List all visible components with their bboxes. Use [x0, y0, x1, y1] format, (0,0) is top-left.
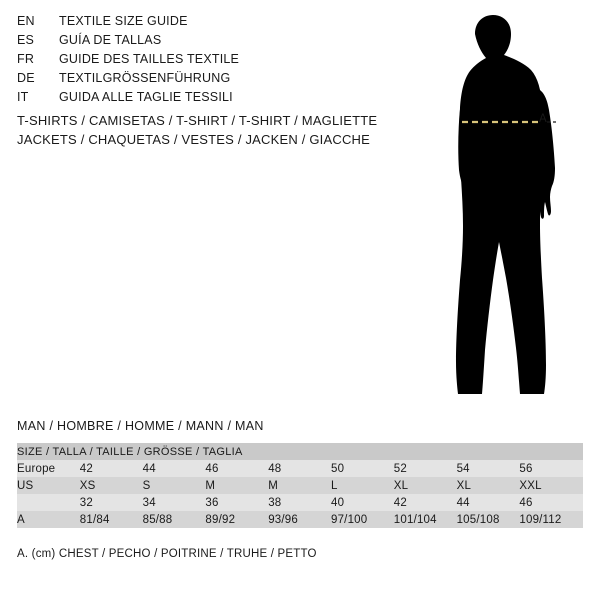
- cell: 52: [394, 460, 457, 477]
- language-text: TEXTILGRÖSSENFÜHRUNG: [59, 71, 231, 85]
- language-code: DE: [17, 71, 35, 85]
- cell: 56: [519, 460, 583, 477]
- language-row: [17, 90, 397, 109]
- table-row: [17, 494, 583, 511]
- cell: 105/108: [457, 511, 520, 528]
- language-row: [17, 52, 397, 71]
- cell: 50: [331, 460, 394, 477]
- category-tshirts: T-SHIRTS / CAMISETAS / T-SHIRT / T-SHIRT / MAGLIETTE: [17, 113, 378, 128]
- row-label: Europe: [17, 460, 80, 477]
- cell: XXL: [519, 477, 583, 494]
- cell: 89/92: [205, 511, 268, 528]
- cell: XL: [394, 477, 457, 494]
- cell: M: [205, 477, 268, 494]
- language-row: [17, 71, 397, 90]
- table-row: [17, 460, 583, 477]
- cell: XL: [457, 477, 520, 494]
- cell: 34: [143, 494, 206, 511]
- row-label: [17, 494, 80, 511]
- cell: 97/100: [331, 511, 394, 528]
- cell: 48: [268, 460, 331, 477]
- table-header-label: SIZE / TALLA / TAILLE / GRÖSSE / TAGLIA: [17, 443, 583, 460]
- language-code: ES: [17, 33, 35, 47]
- language-code: FR: [17, 52, 35, 66]
- language-text: GUIDA ALLE TAGLIE TESSILI: [59, 90, 233, 104]
- chest-measure-label: A: [539, 113, 548, 125]
- language-row: [17, 14, 397, 33]
- silhouette-icon: [400, 10, 600, 405]
- table-row: [17, 511, 583, 528]
- cell: 46: [519, 494, 583, 511]
- language-code: IT: [17, 90, 29, 104]
- table-footnote: A. (cm) CHEST / PECHO / POITRINE / TRUHE / PETTO: [17, 548, 317, 560]
- cell: 42: [80, 460, 143, 477]
- row-label: US: [17, 477, 80, 494]
- cell: 101/104: [394, 511, 457, 528]
- cell: 44: [457, 494, 520, 511]
- size-table: [17, 443, 583, 528]
- language-code: EN: [17, 14, 35, 28]
- cell: L: [331, 477, 394, 494]
- cell: 38: [268, 494, 331, 511]
- language-text: GUIDE DES TAILLES TEXTILE: [59, 52, 240, 66]
- cell: 42: [394, 494, 457, 511]
- cell: 44: [143, 460, 206, 477]
- male-figure-illustration: [400, 10, 600, 405]
- language-text: GUÍA DE TALLAS: [59, 33, 162, 47]
- cell: 93/96: [268, 511, 331, 528]
- cell: 36: [205, 494, 268, 511]
- cell: 81/84: [80, 511, 143, 528]
- cell: M: [268, 477, 331, 494]
- category-list: [17, 111, 417, 149]
- cell: XS: [80, 477, 143, 494]
- table-title: MAN / HOMBRE / HOMME / MANN / MAN: [17, 419, 264, 433]
- table-header-row: [17, 443, 583, 460]
- language-list: [17, 14, 397, 109]
- cell: S: [143, 477, 206, 494]
- cell: 54: [457, 460, 520, 477]
- cell: 46: [205, 460, 268, 477]
- cell: 40: [331, 494, 394, 511]
- table-row: [17, 477, 583, 494]
- cell: 85/88: [143, 511, 206, 528]
- cell: 109/112: [519, 511, 583, 528]
- language-text: TEXTILE SIZE GUIDE: [59, 14, 188, 28]
- cell: 32: [80, 494, 143, 511]
- language-row: [17, 33, 397, 52]
- category-jackets: JACKETS / CHAQUETAS / VESTES / JACKEN / GIACCHE: [17, 132, 371, 147]
- row-label: A: [17, 511, 80, 528]
